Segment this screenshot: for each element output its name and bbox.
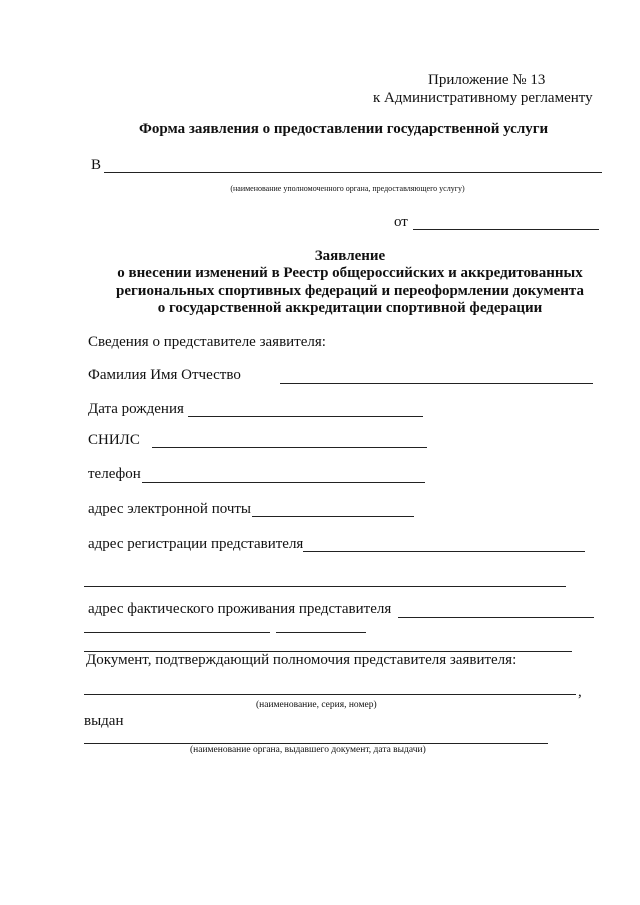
form-title: Форма заявления о предоставлении государственной услуги [139,121,549,137]
registration-address-continuation-line[interactable] [84,586,566,587]
appendix-number: Приложение № 13 [428,72,546,88]
from-label: от [394,214,408,230]
full-name-label: Фамилия Имя Отчество [88,367,241,383]
actual-address-field-line[interactable] [398,617,594,618]
snils-label: СНИЛС [88,432,140,448]
from-field-line[interactable] [413,229,599,230]
actual-address-label: адрес фактического проживания представителя [88,601,392,617]
actual-address-continuation-line-a[interactable] [84,632,270,633]
statement-subtitle-line-1: о внесении изменений в Реестр общероссийских и аккредитованных [117,265,583,281]
registration-address-field-line[interactable] [303,551,585,552]
statement-subtitle-line-3: о государственной аккредитации спортивной федерации [157,300,543,316]
addressee-prefix: В [91,157,102,173]
registration-address-label: адрес регистрации представителя [88,536,304,552]
addressee-caption: (наименование уполномоченного органа, предоставляющего услугу) [230,184,465,193]
full-name-field-line[interactable] [280,383,593,384]
snils-field-line[interactable] [152,447,427,448]
issued-label: выдан [84,713,124,729]
statement-title: Заявление [314,248,386,264]
statement-subtitle-line-2: региональных спортивных федераций и переоформлении документа [116,283,584,299]
issued-by-caption: (наименование органа, выдавшего документ, дата выдачи) [190,745,426,755]
birth-date-field-line[interactable] [188,416,423,417]
email-field-line[interactable] [252,516,414,517]
phone-label: телефон [88,466,141,482]
email-label: адрес электронной почты [88,501,252,517]
representative-section-heading: Сведения о представителе заявителя: [88,334,326,350]
birth-date-label: Дата рождения [88,401,184,417]
authority-document-field-line[interactable] [84,694,576,695]
addressee-field-line[interactable] [104,172,602,173]
phone-field-line[interactable] [142,482,425,483]
regulation-reference: к Административному регламенту [373,90,593,106]
actual-address-continuation-line-b[interactable] [276,632,366,633]
issued-by-field-line[interactable] [84,743,548,744]
authority-document-comma: , [578,684,582,700]
authority-document-label: Документ, подтверждающий полномочия представителя заявителя: [86,652,517,668]
authority-document-caption: (наименование, серия, номер) [256,700,377,710]
